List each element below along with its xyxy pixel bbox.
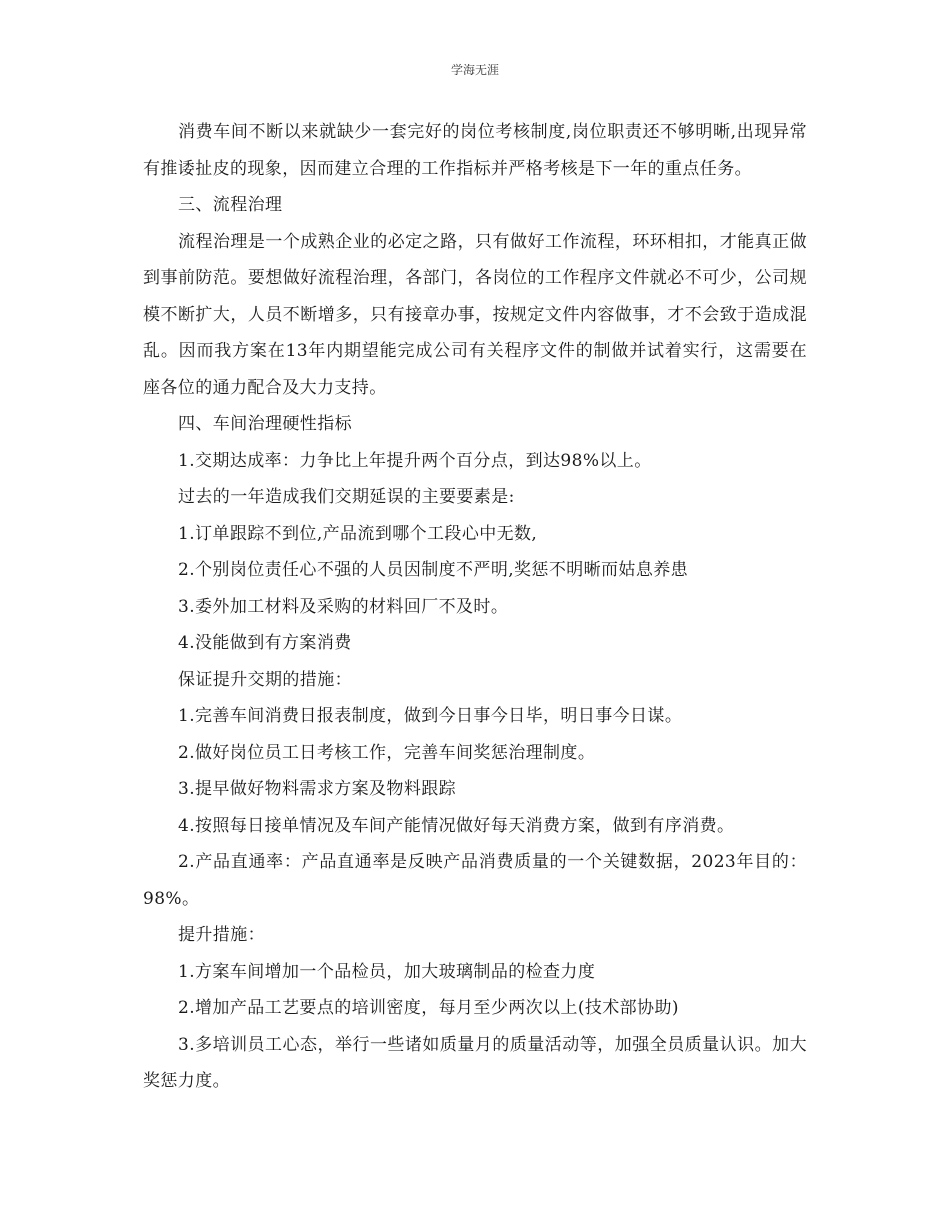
list-item: 3.多培训员工心态，举行一些诸如质量月的质量活动等，加强全员质量认识。加大奖惩力度。 [143, 1034, 807, 1091]
list-item: 1.完善车间消费日报表制度，做到今日事今日毕，明日事今日谋。 [178, 706, 683, 726]
list-item: 1.订单跟踪不到位,产品流到哪个工段心中无数, [178, 523, 538, 544]
list-item: 2.做好岗位员工日考核工作，完善车间奖惩治理制度。 [178, 742, 596, 763]
paragraph: 流程治理是一个成熟企业的必定之路，只有做好工作流程，环环相扣，才能真正做到事前防范。要想做好流程治理，各部门，各岗位的工作程序文件就必不可少，公司规模不断扩大，人员不断增多，只有接章办事，按规定文件内容做事，才不会致于造成混乱。因而我方案在13年内期望能完成公司有关程序文件的制做并试着实行，这需要在座各位的通力配合及大力支持。 [143, 231, 807, 398]
paragraph: 提升措施： [178, 925, 265, 945]
list-item: 4.按照每日接单情况及车间产能情况做好每天消费方案，做到有序消费。 [178, 815, 735, 836]
document-body [143, 114, 807, 1100]
paragraph: 消费车间不断以来就缺少一套完好的岗位考核制度,岗位职责还不够明晰,出现异常有推诿扯皮的现象，因而建立合理的工作指标并严格考核是下一年的重点任务。 [143, 122, 807, 179]
page-header: 学海无涯 [450, 63, 499, 77]
list-item: 3.委外加工材料及采购的材料回厂不及时。 [178, 596, 509, 617]
list-item: 3.提早做好物料需求方案及物料跟踪 [178, 779, 457, 799]
list-item: 1.方案车间增加一个品检员，加大玻璃制品的检查力度 [178, 961, 596, 982]
section-heading: 三、流程治理 [178, 195, 283, 215]
list-item: 4.没能做到有方案消费 [178, 633, 352, 653]
paragraph: 保证提升交期的措施： [178, 669, 352, 690]
list-item: 2.增加产品工艺要点的培训密度，每月至少两次以上(技术部协助) [178, 998, 679, 1018]
section-heading: 四、车间治理硬性指标 [178, 414, 352, 434]
list-item: 1.交期达成率：力争比上年提升两个百分点，到达98%以上。 [178, 450, 652, 471]
list-item: 2.产品直通率：产品直通率是反映产品消费质量的一个关键数据，2023年目的：98%。 [143, 852, 807, 909]
list-item: 2.个别岗位责任心不强的人员因制度不严明,奖惩不明晰而姑息养患 [178, 560, 689, 580]
paragraph: 过去的一年造成我们交期延误的主要要素是: [178, 487, 515, 507]
